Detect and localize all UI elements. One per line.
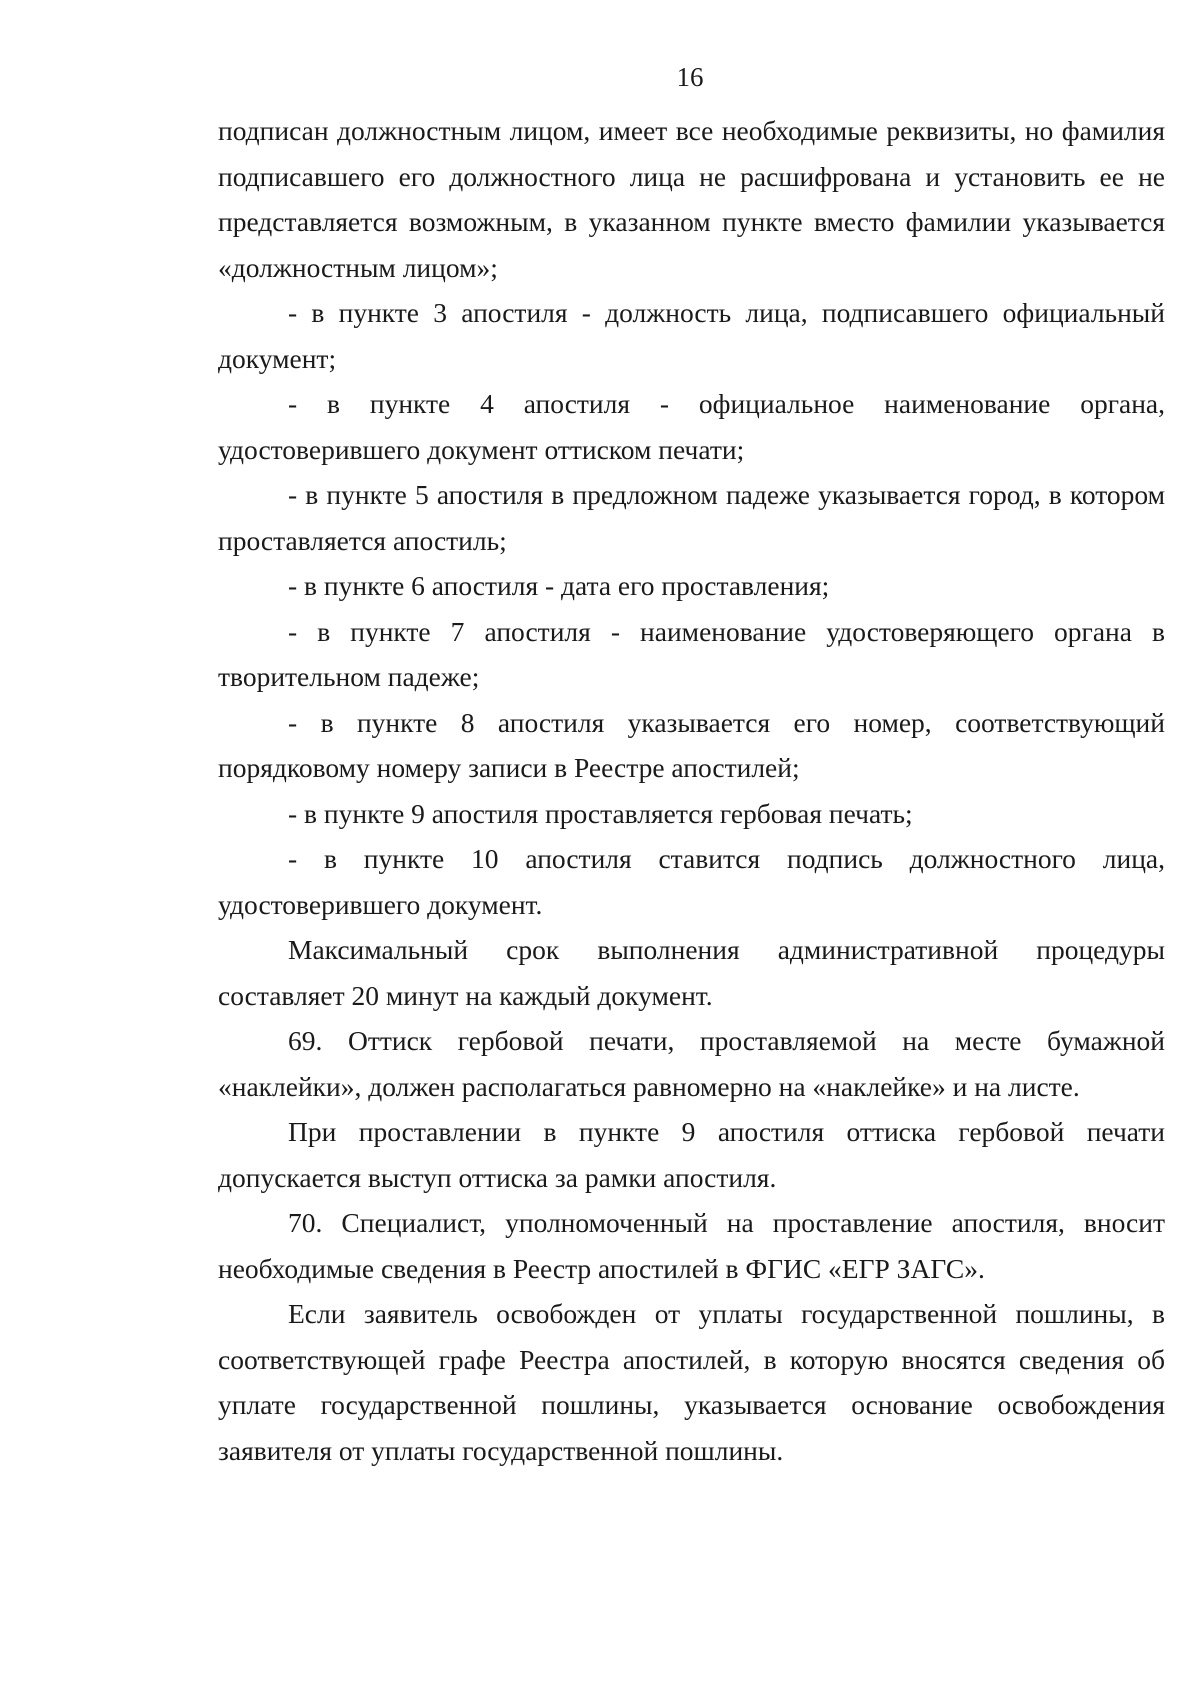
paragraph-item-7: - в пункте 7 апостиля - наименование удостоверяющего органа в творительном падеже; (218, 615, 1165, 692)
document-body (218, 108, 1165, 1473)
paragraph-item-3: - в пункте 3 апостиля - должность лица, подписавшего официальный документ; (218, 297, 1165, 374)
paragraph-signature-clause: подписан должностным лицом, имеет все необходимые реквизиты, но фамилия подписавшего его должностного лица не расшифрована и установить ее не представляется возможным, в указанном пункте вместо фамилии указывается «должностным лицом»; (218, 115, 1165, 283)
paragraph-item-5: - в пункте 5 апостиля в предложном падеже указывается город, в котором проставляется апостиль; (218, 479, 1165, 556)
paragraph-item-4: - в пункте 4 апостиля - официальное наименование органа, удостоверившего документ оттиском печати; (218, 388, 1165, 465)
paragraph-section-69: 69. Оттиск гербовой печати, проставляемой на месте бумажной «наклейки», должен располагаться равномерно на «наклейке» и на листе. (218, 1025, 1165, 1102)
paragraph-fee-exemption: Если заявитель освобожден от уплаты государственной пошлины, в соответствующей графе Реестра апостилей, в которую вносятся сведения об уплате государственной пошлины, указывается основание освобождения заявителя от уплаты государственной пошлины. (218, 1298, 1165, 1466)
paragraph-item-8: - в пункте 8 апостиля указывается его номер, соответствующий порядковому номеру записи в Реестре апостилей; (218, 706, 1165, 783)
paragraph-stamp-overlap: При проставлении в пункте 9 апостиля оттиска гербовой печати допускается выступ оттиска за рамки апостиля. (218, 1116, 1165, 1193)
paragraph-item-9: - в пункте 9 апостиля проставляется гербовая печать; (288, 797, 913, 829)
paragraph-item-10: - в пункте 10 апостиля ставится подпись должностного лица, удостоверившего документ. (218, 843, 1165, 920)
paragraph-max-duration: Максимальный срок выполнения административной процедуры составляет 20 минут на каждый документ. (218, 934, 1165, 1011)
page-number: 16 (676, 62, 704, 92)
paragraph-item-6: - в пункте 6 апостиля - дата его проставления; (288, 570, 830, 601)
paragraph-section-70: 70. Специалист, уполномоченный на проставление апостиля, вносит необходимые сведения в Реестр апостилей в ФГИС «ЕГР ЗАГС». (218, 1207, 1165, 1284)
